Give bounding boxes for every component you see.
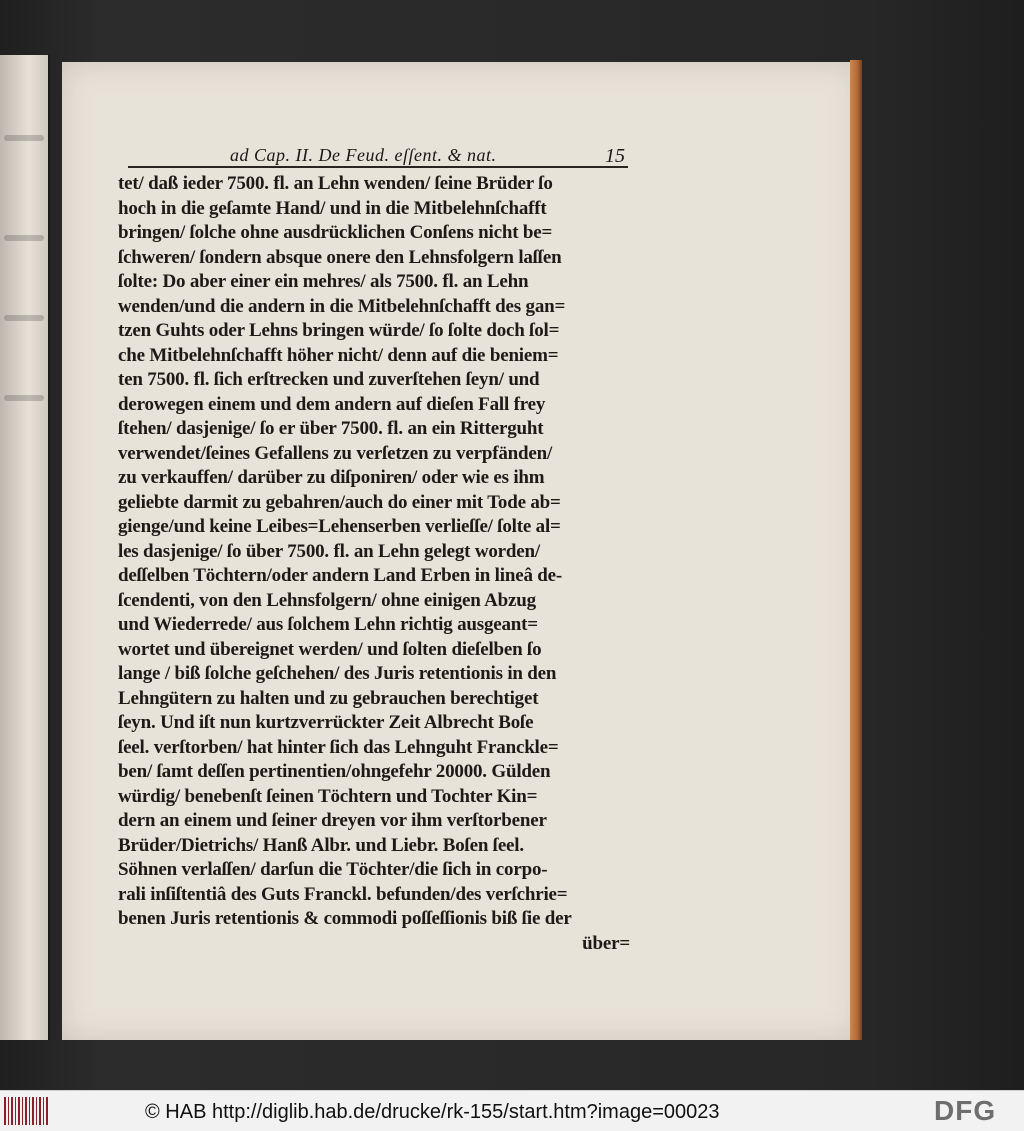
text-line: ten 7500. fl. ſich erſtrecken und zuverſtehen ſeyn/ und bbox=[118, 369, 540, 390]
catchword: über= bbox=[582, 932, 630, 954]
text-line: hoch in die geſamte Hand/ und in die Mitbelehnſchafft bbox=[118, 197, 547, 219]
text-line: tet/ daß ieder 7500. fl. an Lehn wenden/ ſeine Brüder ſo bbox=[118, 173, 553, 194]
text-line: würdig/ benebenſt ſeinen Töchtern und Tochter Kin= bbox=[118, 785, 538, 807]
text-line: wenden/und die andern in die Mitbelehnſchafft des gan= bbox=[118, 295, 566, 317]
text-line: bringen/ ſolche ohne ausdrücklichen Conſens nicht be= bbox=[118, 222, 553, 243]
text-line: verwendet/ſeines Gefallens zu verſetzen zu verpfänden/ bbox=[118, 442, 553, 464]
text-line: Brüder/Dietrichs/ Hanß Albr. und Liebr. Boſen ſeel. bbox=[118, 834, 524, 856]
dfg-logo: DFG bbox=[934, 1095, 997, 1126]
page-edge bbox=[850, 60, 862, 1040]
text-line: und Wiederrede/ aus ſolchem Lehn richtig ausgeant= bbox=[118, 614, 538, 635]
text-line: gienge/und keine Leibes=Lehenserben verlieſſe/ ſolte al= bbox=[118, 516, 561, 537]
text-line: benen Juris retentionis & commodi poſſeſſionis biß ſie der bbox=[118, 908, 572, 929]
hab-logo-icon bbox=[4, 1097, 48, 1125]
page-number: 15 bbox=[605, 145, 625, 167]
running-header: ad Cap. II. De Feud. eſſent. & nat. bbox=[230, 145, 497, 165]
text-line: tzen Guhts oder Lehns bringen würde/ ſo ſolte doch ſol= bbox=[118, 320, 560, 341]
previous-page-edge bbox=[0, 55, 50, 1040]
text-line: ſchweren/ ſondern absque onere den Lehnsfolgern laſſen bbox=[118, 246, 562, 268]
text-line: ſeyn. Und iſt nun kurtzverrückter Zeit Albrecht Boſe bbox=[118, 712, 534, 733]
text-line: wortet und übereignet werden/ und ſolten dieſelben ſo bbox=[118, 638, 542, 660]
text-line: lange / biß ſolche geſchehen/ des Juris retentionis in den bbox=[118, 663, 557, 684]
text-line: les dasjenige/ ſo über 7500. fl. an Lehn gelegt worden/ bbox=[118, 540, 540, 562]
header-rule bbox=[128, 166, 628, 168]
text-line: derowegen einem und dem andern auf dieſen Fall frey bbox=[118, 393, 546, 415]
text-line: zu verkauffen/ darüber zu diſponiren/ oder wie es ihm bbox=[118, 467, 545, 488]
text-line: Lehngütern zu halten und zu gebrauchen berechtiget bbox=[118, 687, 539, 709]
text-line: ſeel. verſtorben/ hat hinter ſich das Lehnguht Franckle= bbox=[118, 736, 559, 758]
text-line: ſtehen/ dasjenige/ ſo er über 7500. fl. an ein Ritterguht bbox=[118, 418, 544, 439]
text-line: deſſelben Töchtern/oder andern Land Erben in lineâ de- bbox=[118, 565, 563, 586]
text-line: ſolte: Do aber einer ein mehres/ als 7500. fl. an Lehn bbox=[118, 271, 529, 292]
text-line: ben/ ſamt deſſen pertinentien/ohngefehr 20000. Gülden bbox=[118, 761, 551, 782]
text-line: rali inſiſtentiâ des Guts Franckl. befunden/des verſchrie= bbox=[118, 883, 568, 905]
text-line: Söhnen verlaſſen/ darſun die Töchter/die ſich in corpo- bbox=[118, 859, 548, 880]
text-line: ſcendenti, von den Lehnsfolgern/ ohne einigen Abzug bbox=[118, 589, 536, 611]
text-line: geliebte darmit zu gebahren/auch do einer mit Tode ab= bbox=[118, 491, 561, 513]
footer-bar bbox=[0, 1090, 1024, 1131]
text-line: dern an einem und ſeiner dreyen vor ihm verſtorbener bbox=[118, 810, 547, 831]
text-line: che Mitbelehnſchafft höher nicht/ denn auf die beniem= bbox=[118, 344, 559, 366]
copyright-link[interactable]: © HAB http://diglib.hab.de/drucke/rk-155/start.htm?image=00023 bbox=[145, 1101, 720, 1123]
body-text bbox=[118, 172, 638, 956]
